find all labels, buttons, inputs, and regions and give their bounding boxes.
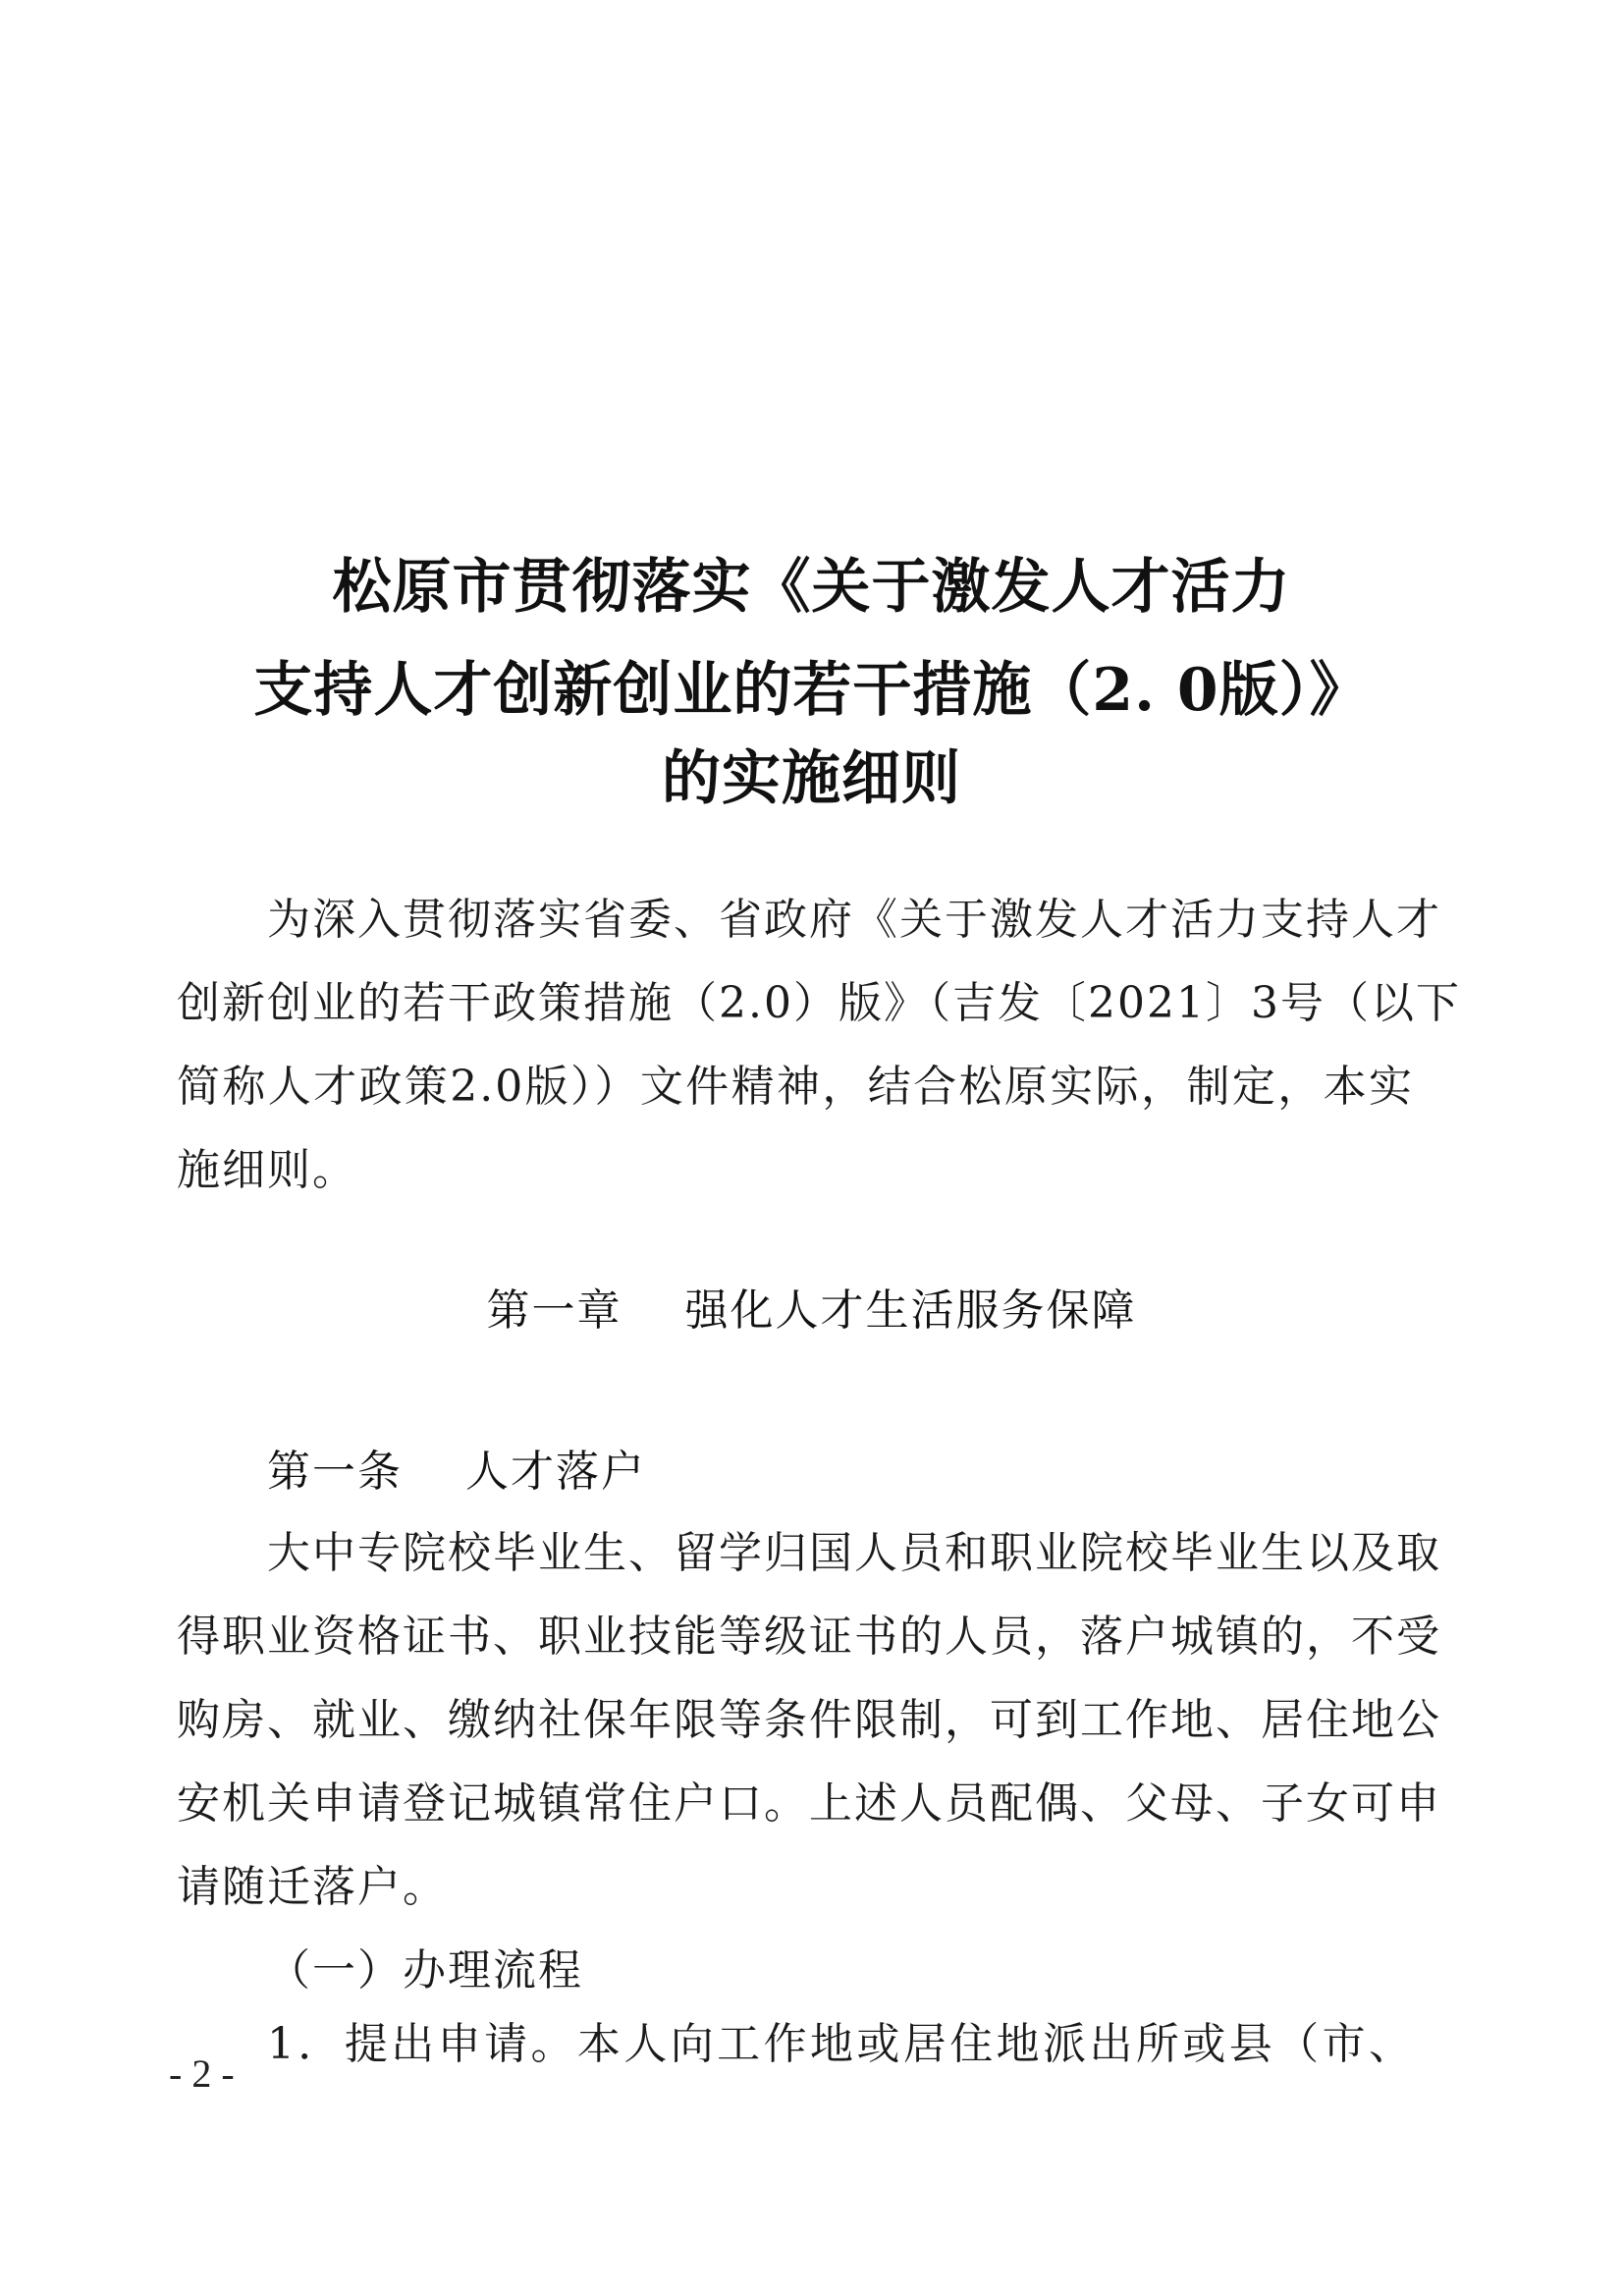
intro-paragraph-line-1: 为深入贯彻落实省委、省政府《关于激发人才活力支持人才 xyxy=(267,895,1441,945)
intro-paragraph-line-3: 简称人才政策2.0版））文件精神，结合松原实际，制定，本实 xyxy=(177,1062,1414,1112)
step-line-1: 1．提出申请。本人向工作地或居住地派出所或县（市、 xyxy=(267,2019,1414,2069)
article-heading: 第一条 人才落户 xyxy=(267,1447,646,1497)
article-paragraph-line-5: 请随迁落户。 xyxy=(177,1862,448,1912)
page-number: - 2 - xyxy=(169,2051,235,2096)
document-title-line-1: 松原市贯彻落实《关于激发人才活力 xyxy=(332,553,1291,622)
chapter-heading: 第一章 强化人才生活服务保障 xyxy=(486,1285,1137,1336)
article-paragraph-line-1: 大中专院校毕业生、留学归国人员和职业院校毕业生以及取 xyxy=(267,1528,1441,1578)
article-paragraph-line-3: 购房、就业、缴纳社保年限等条件限制，可到工作地、居住地公 xyxy=(177,1695,1441,1745)
intro-paragraph-line-2: 创新创业的若干政策措施（2.0）版》（吉发〔2021〕3号（以下 xyxy=(177,978,1461,1028)
document-title-line-2: 支持人才创新创业的若干措施（2. 0版）》 xyxy=(253,656,1370,725)
document-title-line-3: 的实施细则 xyxy=(662,744,961,813)
intro-paragraph-line-4: 施细则。 xyxy=(177,1145,357,1195)
article-paragraph-line-4: 安机关申请登记城镇常住户口。上述人员配偶、父母、子女可申 xyxy=(177,1778,1441,1829)
subsection-heading: （一）办理流程 xyxy=(267,1945,583,1995)
article-paragraph-line-2: 得职业资格证书、职业技能等级证书的人员，落户城镇的，不受 xyxy=(177,1612,1441,1662)
